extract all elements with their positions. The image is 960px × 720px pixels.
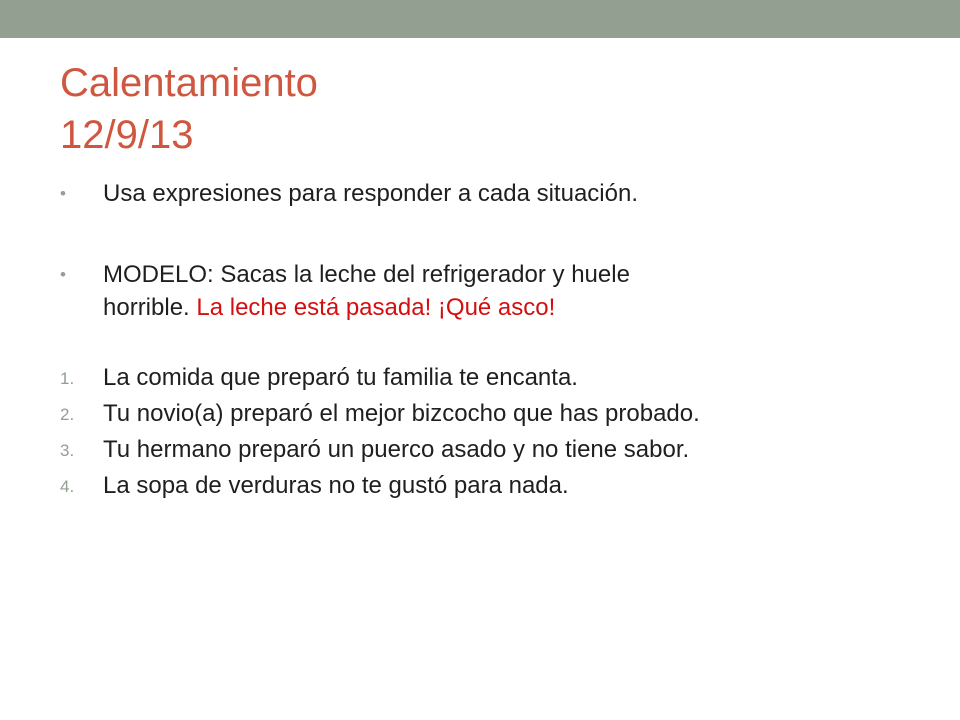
list-number: 4. <box>60 477 75 496</box>
list-item <box>60 360 920 396</box>
bullet-item-model <box>60 258 920 324</box>
title-line-1: Calentamiento <box>60 61 318 105</box>
list-number: 2. <box>60 405 75 424</box>
model-answer: La leche está pasada! ¡Qué asco! <box>196 294 556 321</box>
list-item <box>60 432 920 468</box>
numbered-list <box>60 360 920 504</box>
top-accent-band <box>0 0 960 38</box>
model-text-line-2: horrible. <box>103 294 190 321</box>
slide-content <box>60 172 920 504</box>
bullet-dot-icon: • <box>60 265 66 284</box>
model-text-line-1: MODELO: Sacas la leche del refrigerador y huele <box>103 261 630 288</box>
list-item-text: Tu novio(a) preparó el mejor bizcocho que has probado. <box>103 400 700 427</box>
list-item-text: La sopa de verduras no te gustó para nada. <box>103 472 569 499</box>
list-item <box>60 468 920 504</box>
list-item <box>60 396 920 432</box>
bullet-item-instructions <box>60 177 920 210</box>
list-item-text: Tu hermano preparó un puerco asado y no tiene sabor. <box>103 436 690 463</box>
list-item-text: La comida que preparó tu familia te encanta. <box>103 364 578 391</box>
bullet-dot-icon: • <box>60 184 66 203</box>
slide-title <box>60 57 900 161</box>
bullet-text: Usa expresiones para responder a cada situación. <box>103 180 638 207</box>
list-number: 3. <box>60 441 75 460</box>
title-line-2: 12/9/13 <box>60 113 194 157</box>
list-number: 1. <box>60 369 75 388</box>
